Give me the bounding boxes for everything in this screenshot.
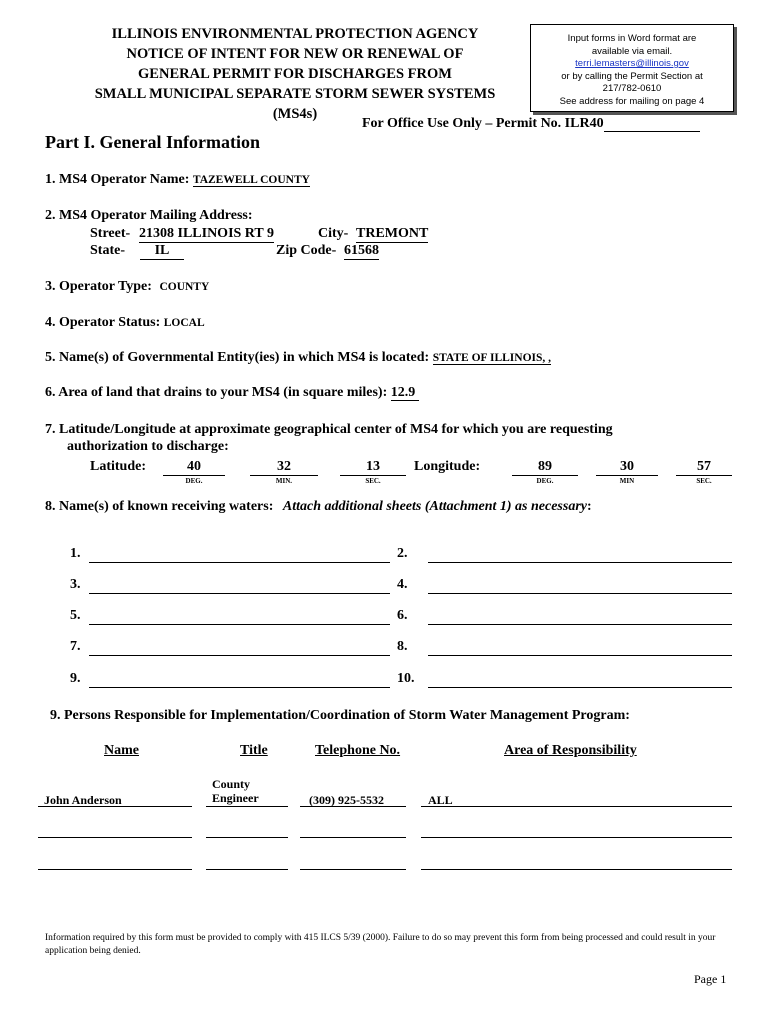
water-number-4: 4. [397,577,408,592]
water-number-2: 2. [397,546,408,561]
q6-drainage-area [45,385,419,401]
row1-title-line-1: County [212,777,251,791]
q8-label: 8. Name(s) of known receiving waters: [45,499,274,514]
q8-receiving-waters [45,499,592,515]
info-box-line-1: Input forms in Word format are [567,33,697,44]
q6-label: 6. Area of land that drains to your MS4 (in square miles): [45,385,388,400]
info-box-line-2: available via email. [591,45,673,57]
office-use-label: For Office Use Only – Permit No. ILR40 [362,116,604,131]
info-box-line-4: See address for mailing on page 4 [559,95,705,107]
lon-deg-caption: DEG. [536,477,554,485]
row1-phone[interactable]: (309) 925-5532 [309,793,384,807]
row3-area-field[interactable] [421,869,732,870]
water-number-1: 1. [70,546,81,561]
q1-operator-name [45,172,310,188]
q1-label: 1. MS4 Operator Name: [45,172,190,187]
state-value[interactable]: IL [140,243,184,260]
q7-label-line-1: 7. Latitude/Longitude at approximate geographical center of MS4 for which you are requesting [45,422,613,437]
state-label: State- [90,243,125,258]
water-field-7[interactable] [89,655,390,656]
water-number-3: 3. [70,577,81,592]
header-line-5: (MS4s) [272,106,318,122]
water-field-2[interactable] [428,562,732,563]
permit-number-field[interactable] [604,117,700,132]
latitude-minutes[interactable]: 32 [250,459,318,476]
city-label: City- [318,226,349,241]
form-header [60,24,530,124]
column-header-telephone: Telephone No. [315,743,401,758]
row2-phone-field[interactable] [300,837,406,838]
lon-sec-caption: SEC. [696,477,712,485]
q3-operator-type [45,279,209,295]
water-field-8[interactable] [428,655,732,656]
latitude-label: Latitude: [90,459,146,474]
row1-name-line [38,806,192,807]
water-number-5: 5. [70,608,81,623]
q5-label: 5. Name(s) of Governmental Entity(ies) in which MS4 is located: [45,350,430,365]
part-title: Part I. General Information [45,132,260,152]
lat-deg-caption: DEG. [185,477,203,485]
row2-area-field[interactable] [421,837,732,838]
q4-value[interactable]: LOCAL [163,317,205,329]
q2-label: 2. MS4 Operator Mailing Address: [45,208,253,223]
water-number-10: 10. [397,671,415,686]
q4-label: 4. Operator Status: [45,315,161,330]
page-number: Page 1 [694,972,727,986]
latitude-degrees[interactable]: 40 [163,459,225,476]
footer-note: Information required by this form must be provided to comply with 415 ILCS 5/39 (2000). Failure to do so may prevent this form from being processed and could result in your application being denied. [45,933,716,956]
info-box-phone: 217/782-0610 [602,83,662,94]
row2-name-field[interactable] [38,837,192,838]
city-value[interactable]: TREMONT [356,226,429,241]
header-line-4: SMALL MUNICIPAL SEPARATE STORM SEWER SYSTEMS [94,86,496,102]
office-use-line [362,116,700,132]
row1-title[interactable] [212,777,259,805]
row1-area-line [421,806,732,807]
latitude-seconds[interactable]: 13 [340,459,406,476]
q8-colon: : [587,499,592,514]
water-number-7: 7. [70,639,81,654]
lat-min-caption: MIN. [275,477,293,485]
row1-name[interactable]: John Anderson [44,793,122,807]
longitude-minutes[interactable]: 30 [596,459,658,476]
row3-phone-field[interactable] [300,869,406,870]
header-line-1: ILLINOIS ENVIRONMENTAL PROTECTION AGENCY [111,26,479,42]
column-header-name: Name [104,743,139,758]
water-number-6: 6. [397,608,408,623]
row1-title-line-2: Engineer [212,791,259,805]
longitude-label: Longitude: [414,459,481,474]
zip-label: Zip Code- [276,243,337,258]
street-label: Street- [90,226,131,241]
row1-title-line [206,806,288,807]
row2-title-field[interactable] [206,837,288,838]
water-field-9[interactable] [89,687,390,688]
lon-min-caption: MIN [619,477,635,485]
water-field-5[interactable] [89,624,390,625]
q5-governmental-entity [45,350,551,366]
row1-phone-line [300,806,406,807]
q4-operator-status [45,315,205,331]
q9-label: 9. Persons Responsible for Implementation/Coordination of Storm Water Management Program: [50,708,630,723]
email-link[interactable]: terri.lemasters@illinois.gov [575,58,689,69]
row3-title-field[interactable] [206,869,288,870]
info-box-line-3: or by calling the Permit Section at [561,70,703,82]
zip-value[interactable]: 61568 [344,243,379,258]
water-number-8: 8. [397,639,408,654]
water-field-4[interactable] [428,593,732,594]
header-line-2: NOTICE OF INTENT FOR NEW OR RENEWAL OF [126,46,464,62]
longitude-seconds[interactable]: 57 [676,459,732,476]
column-header-area: Area of Responsibility [504,743,637,758]
q3-label: 3. Operator Type: [45,279,152,294]
q1-value[interactable]: TAZEWELL COUNTY [192,174,310,186]
q8-note: Attach additional sheets (Attachment 1) as necessary [282,499,587,514]
row3-name-field[interactable] [38,869,192,870]
column-header-title: Title [240,743,268,758]
q5-value[interactable]: STATE OF ILLINOIS, , [432,352,552,364]
lat-sec-caption: SEC. [365,477,381,485]
info-box [530,24,734,112]
row1-area[interactable]: ALL [428,793,453,807]
q6-value[interactable]: 12.9 [391,385,420,401]
header-line-3: GENERAL PERMIT FOR DISCHARGES FROM [138,66,452,82]
water-field-6[interactable] [428,624,732,625]
water-field-1[interactable] [89,562,390,563]
longitude-degrees[interactable]: 89 [512,459,578,476]
water-number-9: 9. [70,671,81,686]
water-field-3[interactable] [89,593,390,594]
q7-label-line-2: authorization to discharge: [67,439,229,454]
water-field-10[interactable] [428,687,732,688]
street-value[interactable]: 21308 ILLINOIS RT 9 [139,226,275,241]
q3-value[interactable]: COUNTY [159,281,210,293]
